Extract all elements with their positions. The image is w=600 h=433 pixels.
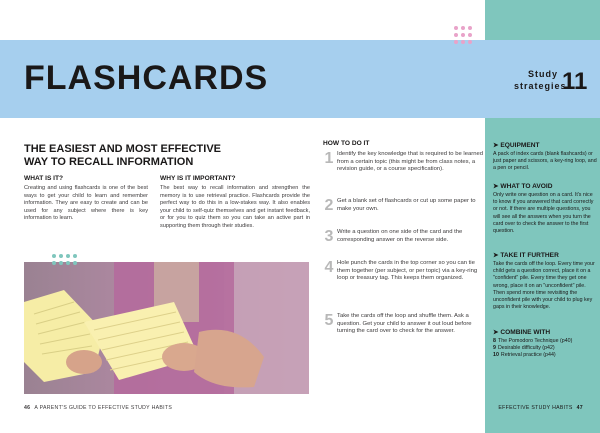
equipment-heading: ➤ EQUIPMENT [493,142,540,149]
equipment-text: A pack of index cards (blank flashcards) or just paper and scissors, a key-ring loop, and a pen or pencil. [493,151,597,172]
step-number: 4 [324,259,334,276]
decorative-dots [454,26,472,44]
step-4 [323,260,483,308]
further-text: Take the cards off the loop. Every time your child gets a question correct, place it on a "confident" pile. Every time they get one wrong, place it on an "unconfident" pile. Then spend more time revisiting the unconfident pile with your child to plug key gaps in their knowledge. [493,261,595,311]
page-number-right: 47 [576,405,583,411]
intro-heading-line1: THE EASIEST AND MOST EFFECTIVE [24,143,221,155]
why-heading: WHY IS IT IMPORTANT? [160,175,236,182]
combine-item-text: Retrieval practice (p44) [500,352,556,359]
strategy-label [514,68,567,92]
step-3 [323,229,483,261]
avoid-heading: ➤ WHAT TO AVOID [493,183,553,190]
step-5 [323,313,483,361]
combine-list [493,338,597,360]
step-text: Take the cards off the loop and shuffle them. Ask a question. Get your child to answer it out loud before turning the card over to check for the answer. [337,313,472,335]
step-text: Get a blank set of flashcards or cut up some paper to make your own. [337,198,476,212]
step-number: 5 [324,312,334,329]
step-text: Write a question on one side of the card and the corresponding answer on the reverse side. [337,229,463,243]
step-2 [323,198,483,222]
footer-left [24,405,172,411]
step-number: 2 [324,197,334,214]
what-body: Creating and using flashcards is one of the best ways to get your child to learn and remember information. They are easy to create and can be used for any subject where there is key information to learn. [24,185,148,222]
combine-item [493,352,597,359]
combine-heading: ➤ COMBINE WITH [493,329,551,336]
intro-heading [24,143,224,169]
combine-item-number: 8 [493,338,496,344]
combine-item [493,338,597,345]
strategy-number: 11 [562,68,588,95]
combine-item-text: Desirable difficulty (p42) [497,345,555,352]
further-heading: ➤ TAKE IT FURTHER [493,252,559,259]
strategy-label-line1: Study [527,69,558,79]
step-text: Identify the key knowledge that is required to be learned from a certain topic (this might be from class notes, a revision guide, or a course specification). [337,151,484,173]
strategy-badge [500,64,600,98]
step-1 [323,151,483,191]
strategy-label-line2: strategies [514,81,567,91]
combine-item [493,345,597,352]
combine-item-number: 10 [493,352,499,359]
what-heading: WHAT IS IT? [24,175,64,182]
footer-right [498,405,583,411]
step-number: 3 [324,228,334,245]
intro-heading-line2: WAY TO RECALL INFORMATION [24,156,194,168]
photo-decorative-dots [52,254,77,265]
flashcards-photo [24,262,309,394]
avoid-text: Only write one question on a card. It's nice to know if you answered that card correctly or not. If there are multiple questions, you will see all the answers when you turn the card over to check the answer to the first question. [493,192,594,235]
combine-item-text: The Pomodoro Technique (p40) [497,338,573,344]
page-title: FLASHCARDS [24,59,269,97]
running-title-left: A PARENT'S GUIDE TO EFFECTIVE STUDY HABITS [34,405,173,411]
step-text: Hole punch the cards in the top corner so you can tie them together (per subject, or per topic) via a key-ring loop or treasury tag. This keeps them organized. [337,260,478,282]
combine-item-number: 9 [493,345,496,352]
running-title-right: EFFECTIVE STUDY HABITS [498,405,573,411]
step-number: 1 [324,150,334,167]
page-number-left: 46 [24,405,31,411]
why-body: The best way to recall information and strengthen the memory is to use retrieval practice. Flashcards provide the perfect way to do this in a low-stakes way. It also enables your child to self-quiz themselves and get instant feedback, or for you to quiz them so you can take an active part in supporting them through their studies. [160,185,310,229]
how-heading: HOW TO DO IT [323,140,370,147]
